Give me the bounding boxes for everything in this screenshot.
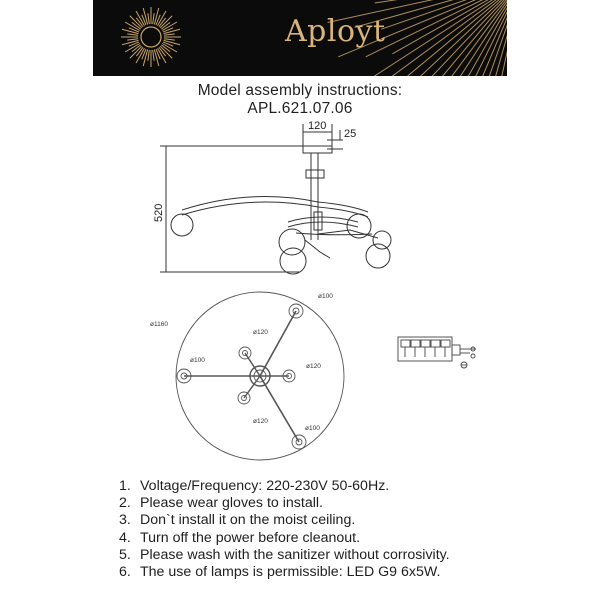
shade-label-left: ø100 [190,357,205,364]
shade-label-small-right: ø120 [306,363,321,370]
shade-label-top: ø100 [318,293,333,300]
shade-label-small-bottom: ø120 [253,418,268,425]
item-number: 6. [119,564,131,581]
list-item [119,564,450,581]
item-number: 4. [119,529,131,546]
list-item [119,478,450,495]
list-item [119,512,450,529]
item-number: 1. [119,478,131,494]
item-text: Please wear gloves to install. [140,495,323,512]
brand-name: Aployt [285,14,386,49]
item-text: Don`t install it on the moist ceiling. [140,512,356,529]
model-number: APL.621.07.06 [247,100,353,117]
shade-label-bottom: ø100 [305,425,320,432]
item-text: Please wash with the sanitizer without corrosivity. [140,546,450,563]
instructions-list [119,478,450,581]
shade-label-small-top: ø120 [253,329,268,336]
terminal-block-icon [390,331,500,381]
item-text: Turn off the power before cleanout. [140,529,361,546]
item-number: 2. [119,495,131,512]
dim-height-label: 520 [153,203,165,222]
item-number: 3. [119,512,131,529]
item-text: The use of lamps is permissible: LED G9 6x5W. [140,564,441,581]
dim-canopy-label: 25 [344,128,357,140]
doc-title: Model assembly instructions: [197,82,403,99]
dim-width-label: 120 [308,120,327,132]
list-item [119,495,450,512]
list-item [119,547,450,564]
dim-diameter-label: ø1160 [150,321,168,328]
item-number: 5. [119,546,131,563]
list-item [119,530,450,547]
item-text: Voltage/Frequency: 220-230V 50-60Hz. [140,478,390,494]
